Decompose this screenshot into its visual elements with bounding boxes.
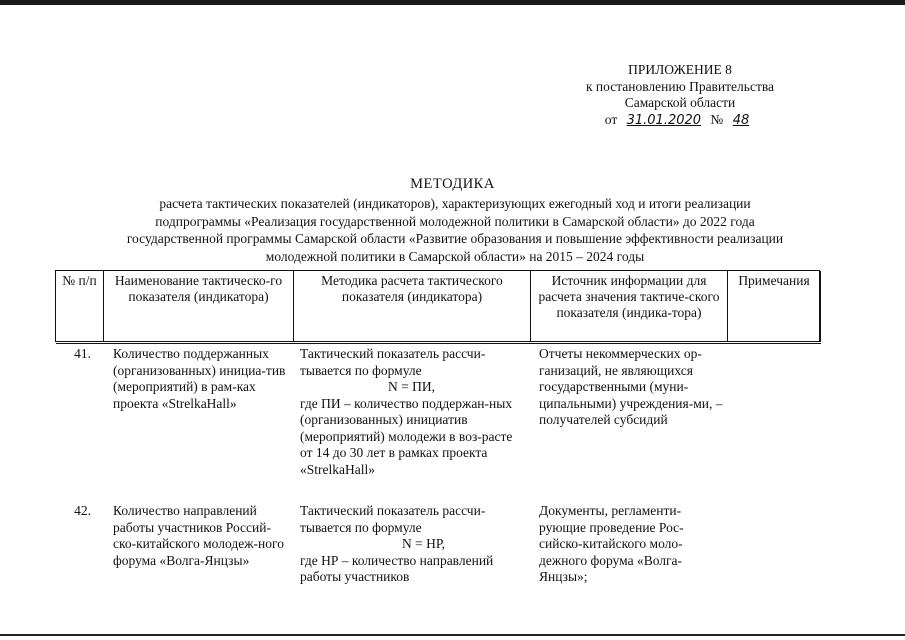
indicator-name: Количество поддержанных (организованных) инициа-тив (мероприятий) в рам-ках проекта «StrelkaHall» [113, 346, 286, 411]
subtitle-line: молодежной политики в Самарской области» на 2015 – 2024 годы [265, 248, 645, 264]
appendix-date-line [560, 112, 800, 130]
appendix-header [560, 62, 800, 129]
number-prefix: № [710, 111, 724, 127]
document-subtitle [80, 195, 830, 265]
date-prefix: от [604, 111, 618, 127]
indicator-method [300, 346, 528, 478]
subtitle-line: расчета тактических показателей (индикаторов), характеризующих ежегодный ход и итоги реализации [159, 196, 751, 211]
method-intro: Тактический показатель рассчи-тывается по формуле [300, 346, 486, 378]
row-number: 42. [74, 503, 91, 518]
header-method: Методика расчета тактического показателя (индикатора) [294, 271, 531, 342]
handwritten-number: 48 [732, 112, 750, 128]
header-divider [56, 341, 821, 342]
scan-top-border [0, 0, 905, 5]
header-indicator-name: Наименование тактическо-го показателя (индикатора) [104, 271, 294, 342]
appendix-region: Самарской области [624, 95, 736, 110]
method-intro: Тактический показатель рассчи-тывается по формуле [300, 503, 486, 535]
header-source: Источник информации для расчета значения тактиче-ского показателя (индика-тора) [531, 271, 728, 342]
handwritten-date: 31.01.2020 [626, 112, 702, 128]
method-detail: где ПИ – количество поддержан-ных (организованных) инициатив (мероприятий) молодежи в воз-расте от 14 до 30 лет в рамках проекта «StrelkaHall» [300, 395, 513, 477]
indicator-source: Документы, регламенти-рующие проведение Рос-сийско-китайского моло-дежного форума «Волга-Янцзы»; [539, 503, 684, 584]
table-header [55, 270, 820, 342]
scan-bottom-border [0, 634, 905, 636]
methodology-table [55, 270, 820, 584]
indicator-name: Количество направлений работы участников Россий-ско-китайского молодеж-ного форума «Волга-Янцзы» [113, 503, 284, 568]
appendix-resolution: к постановлению Правительства [585, 78, 775, 94]
appendix-title: ПРИЛОЖЕНИЕ 8 [628, 62, 732, 77]
method-formula: N = ПИ, [388, 379, 435, 394]
document-title: МЕТОДИКА [410, 176, 495, 192]
header-number: № п/п [56, 271, 104, 342]
method-detail: где НР – количество направлений работы участников [300, 552, 494, 584]
indicator-method [300, 503, 528, 586]
indicator-source: Отчеты некоммерческих ор-ганизаций, не являющихся государственными (муни-ципальными) учреждения-ми, – получателей субсидий [539, 346, 723, 427]
header-notes: Примечания [728, 271, 821, 342]
subtitle-line: подпрограммы «Реализация государственной молодежной политики в Самарской области» до 2022 года [155, 213, 755, 229]
row-number: 41. [74, 346, 91, 361]
subtitle-line: государственной программы Самарской области «Развитие образования и повышение эффективности реализации [126, 231, 784, 246]
method-formula: N = НР, [402, 536, 446, 551]
header-divider [56, 343, 821, 344]
